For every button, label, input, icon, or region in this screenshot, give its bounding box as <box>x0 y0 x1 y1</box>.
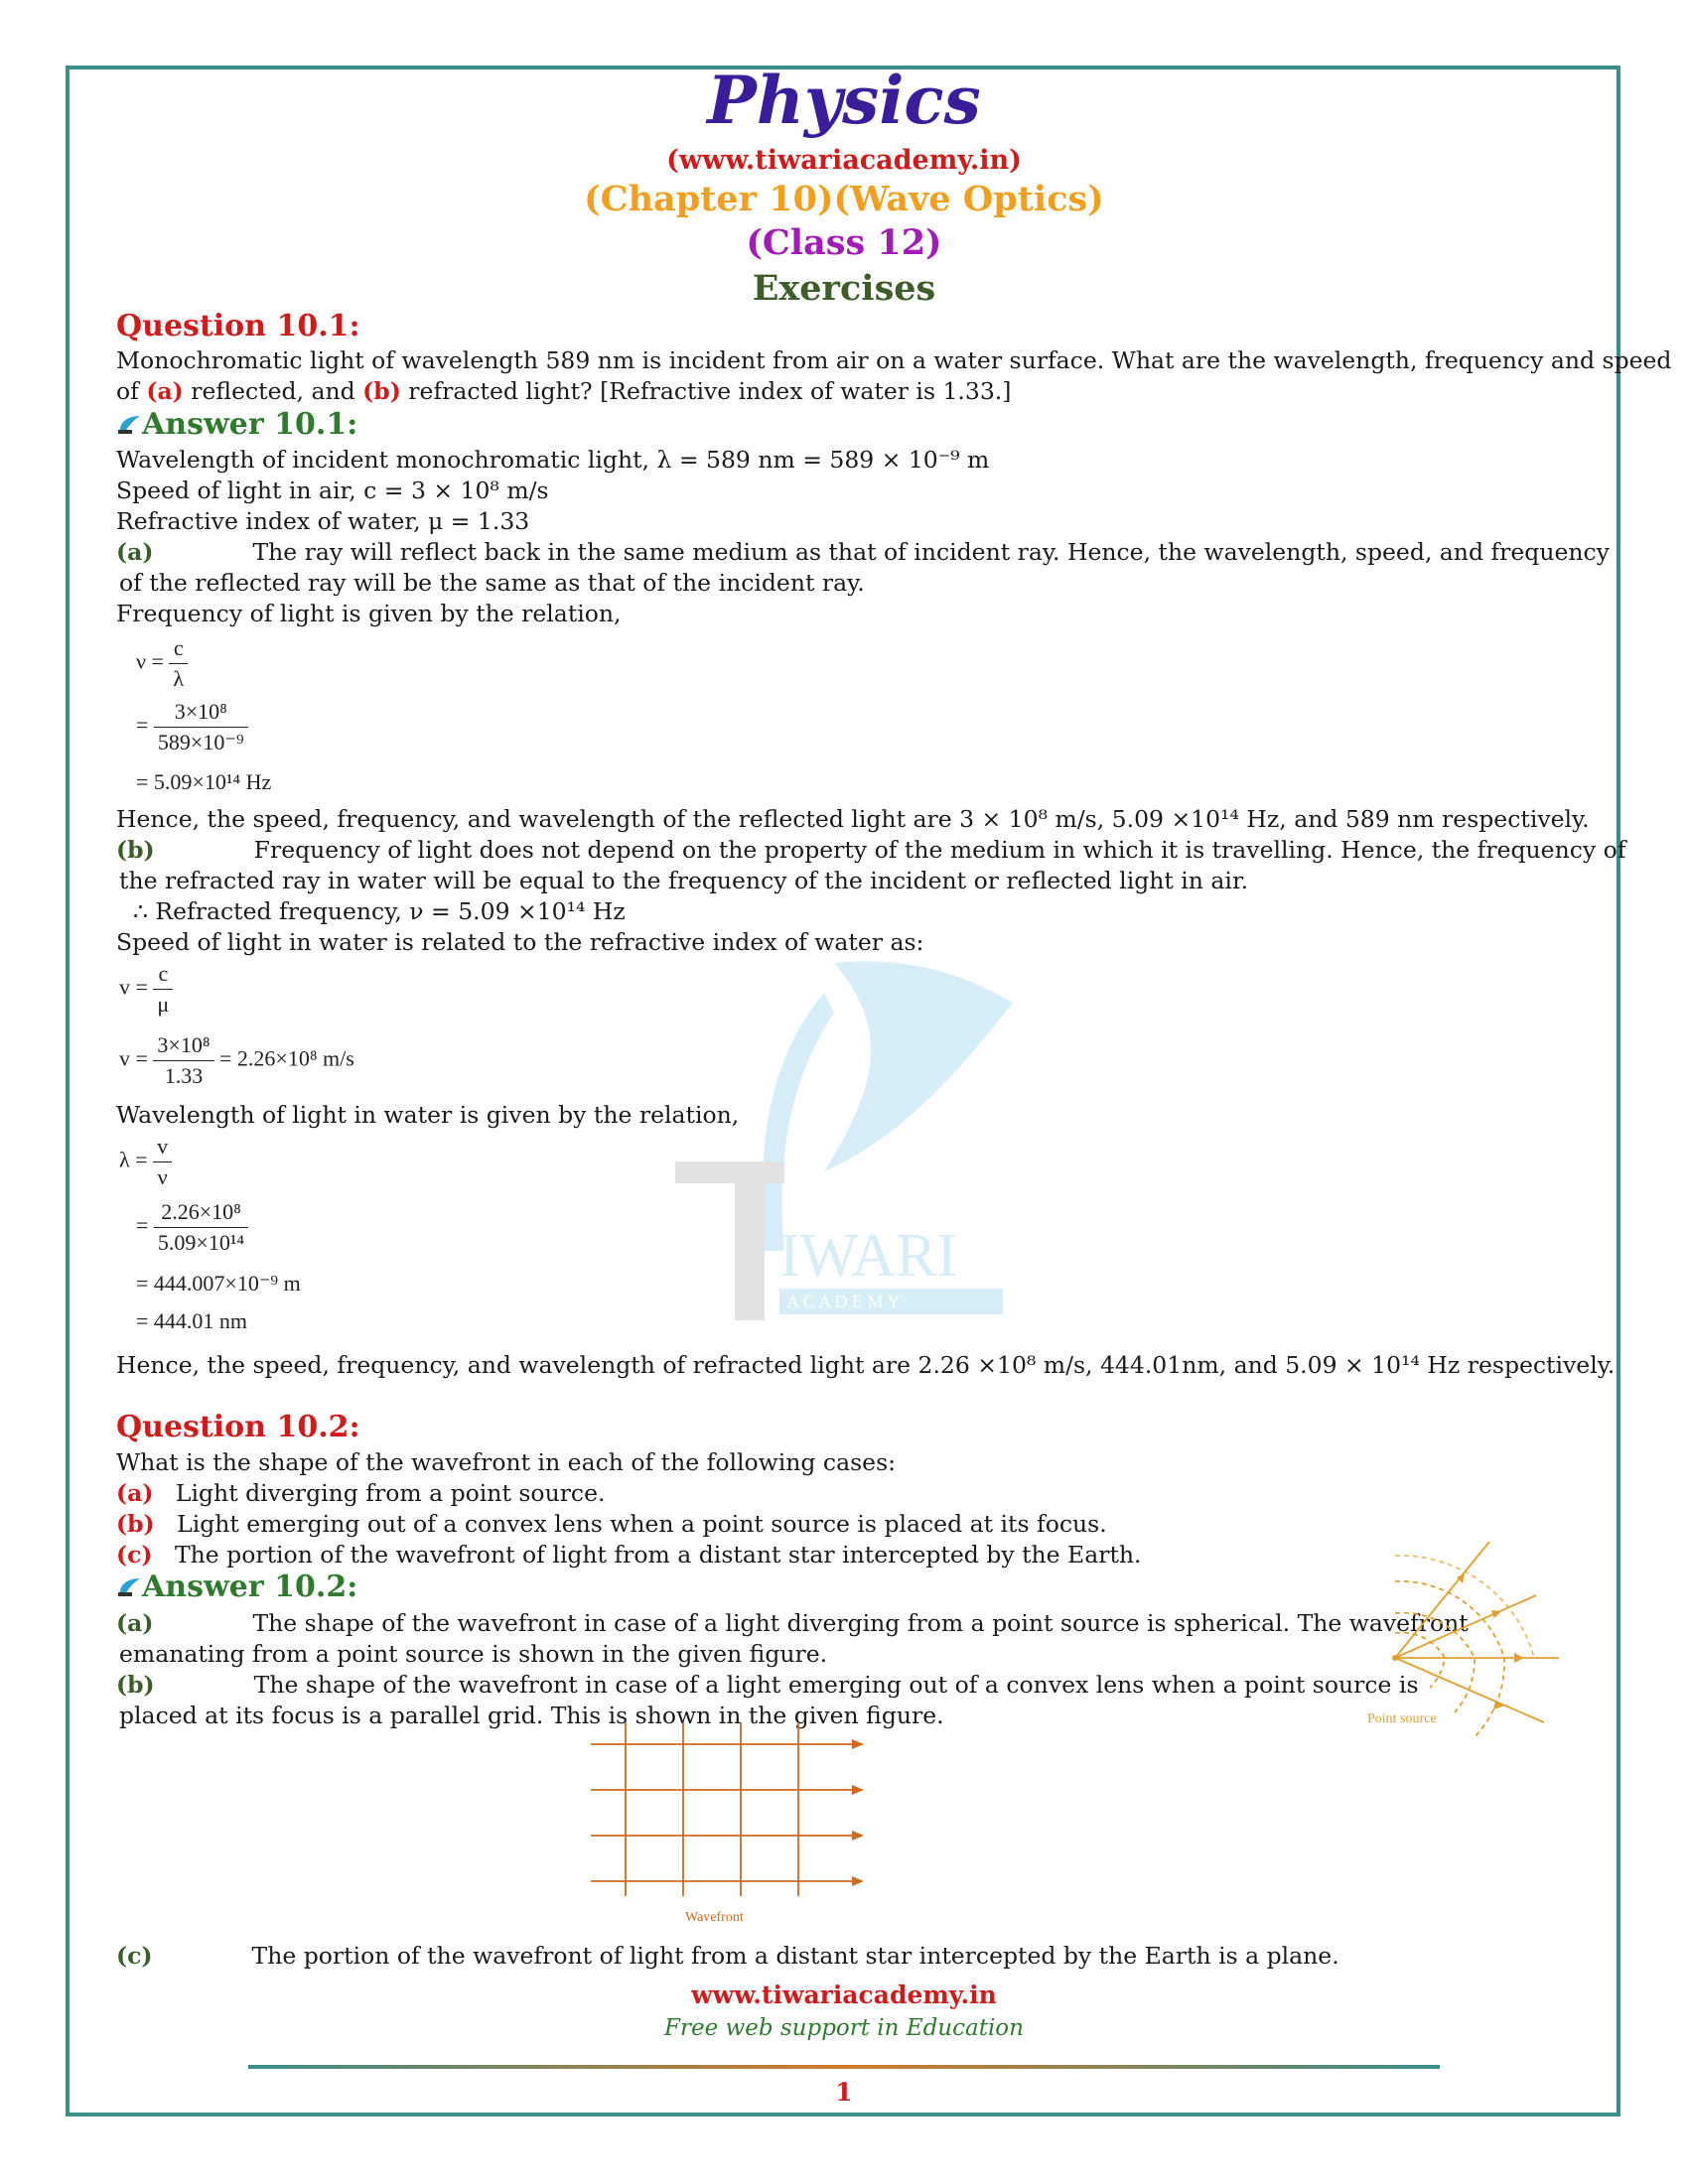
watermark-logo <box>675 933 1013 1330</box>
answer-part-a-cont: emanating from a point source is shown in the given figure. <box>119 1640 828 1668</box>
part-b-text-cont: the refracted ray in water will be equal to the frequency of the incident or reflected light in air. <box>119 867 1249 894</box>
footer-tagline: Free web support in Education <box>664 2015 1024 2041</box>
question-text: Monochromatic light of wavelength 589 nm is incident from air on a water surface. What are the wavelength, frequency and speed <box>116 346 1672 374</box>
equation-speed-result: v = $\frac{\text{3×10⁸}}{1.33}$ = 2.26×10⁸ m/s <box>119 1032 354 1088</box>
site-url[interactable]: (www.tiwariacademy.in) <box>666 145 1022 176</box>
equation-wavelength: λ = $\frac{v}{\nu}$ <box>119 1132 172 1192</box>
equation-frequency-result: = 5.09×10¹⁴ Hz <box>136 769 272 794</box>
refracted-frequency: ∴ Refracted frequency, ν = 5.09 ×10¹⁴ Hz <box>133 897 626 925</box>
question-text: What is the shape of the wavefront in each of the following cases: <box>116 1448 897 1476</box>
part-a-text: (a) The ray will reflect back in the same medium as that of incident ray. Hence, the wavelength, speed, and frequency <box>116 538 1610 566</box>
equation-frequency-sub: = $\frac{\text{3×10⁸}}{\text{589×10⁻⁹}}$ <box>136 697 248 757</box>
answer-part-c: (c) The portion of the wavefront of light from a distant star intercepted by the Earth is a plane. <box>116 1942 1339 1970</box>
plane-wavefront-figure <box>586 1722 874 1931</box>
given-refractive-index: Refractive index of water, μ = 1.33 <box>116 507 530 535</box>
part-b-text: (b) Frequency of light does not depend on the property of the medium in which it is travelling. Hence, the frequency of <box>116 836 1626 864</box>
section-title: Exercises <box>752 268 936 309</box>
part-a-text-cont: of the reflected ray will be the same as that of the incident ray. <box>119 569 865 597</box>
given-speed: Speed of light in air, c = 3 × 10⁸ m/s <box>116 477 549 504</box>
academy-leaf-icon <box>116 1576 142 1598</box>
wavefront-caption: Wavefront <box>685 1910 744 1925</box>
result-refracted: Hence, the speed, frequency, and wavelength of refracted light are 2.26 ×10⁸ m/s, 444.01nm, and 5.09 × 10¹⁴ Hz respectively. <box>116 1351 1616 1379</box>
page-title: Physics <box>707 62 981 139</box>
watermark-subtext: A C A D E M Y <box>786 1292 901 1311</box>
speed-relation: Speed of light in water is related to the refractive index of water as: <box>116 928 924 956</box>
equation-wavelength-sub: = $\frac{\text{2.26×10⁸}}{\text{5.09×10¹⁴}}$ <box>136 1197 248 1258</box>
equation-wavelength-step: = 444.007×10⁻⁹ m <box>136 1271 301 1296</box>
answer-part-b: (b) The shape of the wavefront in case of a light emerging out of a convex lens when a point source is <box>116 1671 1419 1699</box>
equation-frequency: ν = $\frac{c}{\lambda}$ <box>136 633 188 694</box>
result-reflected: Hence, the speed, frequency, and wavelength of the reflected light are 3 × 10⁸ m/s, 5.09 ×10¹⁴ Hz, and 589 nm respectively. <box>116 805 1590 833</box>
class-label: (Class 12) <box>746 222 942 263</box>
question-item-a: (a) Light diverging from a point source. <box>116 1479 606 1507</box>
answer-part-b-cont: placed at its focus is a parallel grid. This is shown in the given figure. <box>119 1702 944 1729</box>
answer-heading: Answer 10.1: <box>116 409 357 440</box>
question-item-c: (c) The portion of the wavefront of light from a distant star intercepted by the Earth. <box>116 1541 1142 1569</box>
point-source-caption: Point source <box>1367 1711 1437 1726</box>
answer-part-a: (a) The shape of the wavefront in case of a light diverging from a point source is spherical. The wavefront <box>116 1609 1469 1637</box>
answer-heading: Answer 10.2: <box>116 1571 357 1602</box>
page-number: 1 <box>835 2078 853 2107</box>
question-item-b: (b) Light emerging out of a convex lens when a point source is placed at its focus. <box>116 1510 1107 1538</box>
question-text-cont: of (a) reflected, and (b) refracted light? [Refractive index of water is 1.33.] <box>116 377 1012 405</box>
frequency-relation: Frequency of light is given by the relation, <box>116 600 622 627</box>
question-heading: Question 10.2: <box>116 1410 360 1444</box>
academy-leaf-icon <box>116 414 142 436</box>
equation-wavelength-result: = 444.01 nm <box>136 1308 248 1333</box>
question-heading: Question 10.1: <box>116 309 360 343</box>
wavelength-relation: Wavelength of light in water is given by the relation, <box>116 1101 740 1129</box>
chapter-title: (Chapter 10)(Wave Optics) <box>584 179 1104 219</box>
watermark-text: IWARI <box>779 1222 958 1290</box>
footer-divider <box>248 2065 1440 2069</box>
equation-speed: v = $\frac{c}{\mu}$ <box>119 959 173 1020</box>
footer-site-link[interactable]: www.tiwariacademy.in <box>691 1980 997 2009</box>
spherical-wavefront-figure <box>1365 1524 1564 1737</box>
given-wavelength: Wavelength of incident monochromatic light, λ = 589 nm = 589 × 10⁻⁹ m <box>116 446 990 474</box>
